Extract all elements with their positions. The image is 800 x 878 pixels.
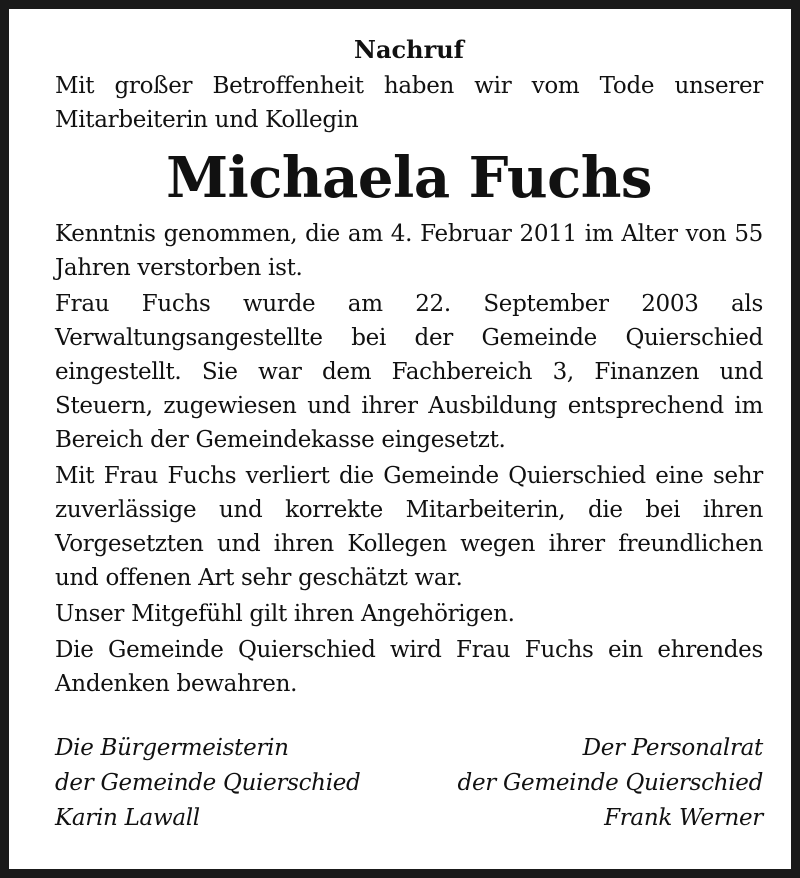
paragraph-condolence: Unser Mitgefühl gilt ihren Angehörigen. bbox=[55, 601, 515, 627]
signature-role: Der Personalrat bbox=[582, 735, 763, 761]
signature-org: der Gemeinde Quierschied bbox=[457, 770, 763, 796]
paragraph-appreciation: Mit Frau Fuchs verliert die Gemeinde Quierschied eine sehr zuverlässige und korrekte Mitarbeiterin, die bei ihren Vorgesetzten und ihren Kollegen wegen ihrer freundlichen und offenen Art sehr geschätzt war. bbox=[55, 463, 763, 591]
intro-text: Mit großer Betroffenheit haben wir vom Tode unserer Mitarbeiterin und Kollegin bbox=[55, 73, 763, 133]
signature-staff-council bbox=[458, 731, 763, 836]
notice-heading: Nachruf bbox=[354, 35, 464, 64]
signature-org: der Gemeinde Quierschied bbox=[55, 770, 361, 796]
paragraph-remembrance: Die Gemeinde Quierschied wird Frau Fuchs ein ehrendes Andenken bewahren. bbox=[55, 637, 763, 697]
signature-mayor bbox=[55, 731, 360, 836]
signature-block bbox=[55, 731, 763, 836]
deceased-name: Michaela Fuchs bbox=[166, 145, 652, 211]
signature-person: Frank Werner bbox=[604, 805, 763, 831]
signature-role: Die Bürgermeisterin bbox=[55, 735, 289, 761]
notice-content bbox=[55, 35, 763, 836]
signature-person: Karin Lawall bbox=[55, 805, 200, 831]
paragraph-employment: Frau Fuchs wurde am 22. September 2003 als Verwaltungsangestellte bei der Gemeinde Quierschied eingestellt. Sie war dem Fachbereich 3, Finanzen und Steuern, zugewiesen und ihrer Ausbildung entsprechend im Bereich der Gemeindekasse eingesetzt. bbox=[55, 291, 763, 453]
paragraph-death-notice: Kenntnis genommen, die am 4. Februar 2011 im Alter von 55 Jahren verstorben ist. bbox=[55, 221, 763, 281]
